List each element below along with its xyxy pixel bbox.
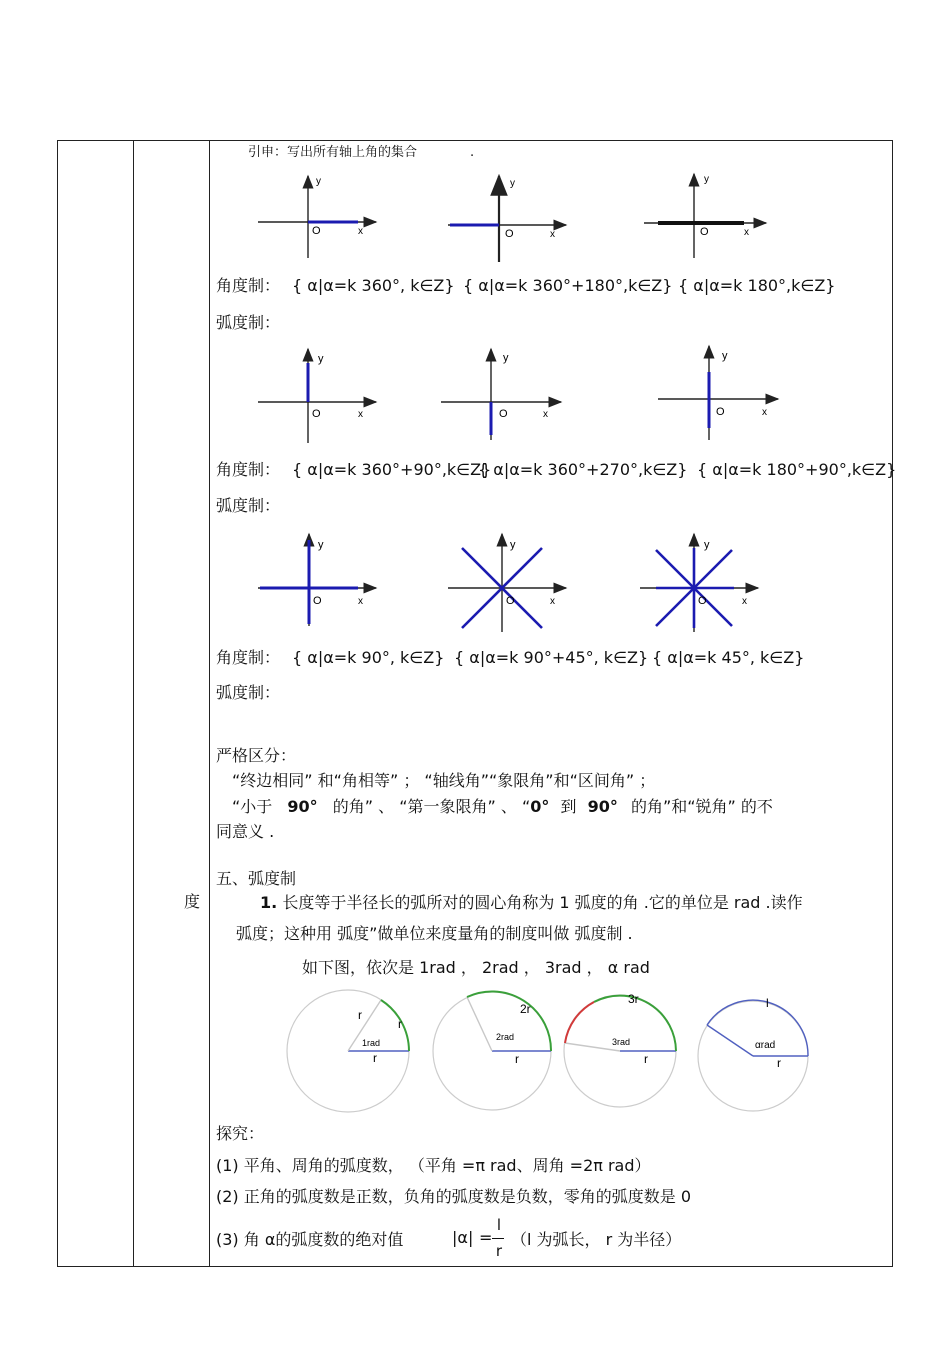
explore-title: 探究：	[216, 1124, 265, 1143]
fraction-numerator: l	[496, 1216, 502, 1234]
explore-item-2: (2) 正角的弧度数是正数，负角的弧度数是负数，零角的弧度数是 0	[216, 1187, 692, 1206]
svg-text:x: x	[550, 596, 555, 607]
svg-text:y: y	[704, 174, 709, 185]
svg-text:x: x	[744, 227, 749, 238]
circle-alpha-rad	[698, 996, 808, 1111]
radian-circles-figure	[282, 985, 822, 1115]
circle-2rad	[433, 991, 551, 1110]
svg-text:αrad: αrad	[755, 1040, 776, 1051]
row1-set-3: { α|α=k 180°,k∈Z}	[678, 276, 836, 295]
svg-text:x: x	[742, 596, 747, 607]
svg-text:x: x	[358, 596, 363, 607]
row2-degree-label: 角度制：	[216, 460, 281, 479]
row3-set-1: { α|α=k 90°, k∈Z}	[292, 648, 445, 667]
distinguish-line-2: “小于 90° 的角” 、 “第一象限角” 、 “0° 到 90° 的角”和“锐角” 的不	[232, 797, 773, 816]
fraction-bar	[492, 1238, 504, 1239]
svg-text:y: y	[318, 353, 324, 365]
row3-set-2: { α|α=k 90°+45°, k∈Z}	[454, 648, 649, 667]
distinguish-line-1: “终边相同” 和“角相等” ； “轴线角”“象限角”和“区间角” ；	[232, 771, 656, 790]
axis-diagram-1b	[440, 170, 580, 265]
fraction-denominator: r	[495, 1242, 503, 1260]
svg-text:x: x	[550, 229, 555, 240]
axis-diagram-2b	[435, 345, 575, 445]
origin-label: O	[312, 225, 321, 237]
y-label: y	[316, 176, 321, 187]
svg-text:x: x	[762, 407, 767, 418]
svg-text:r: r	[515, 1052, 519, 1066]
abs-alpha: |α|	[452, 1228, 474, 1247]
distinguish-line-3: 同意义 .	[216, 822, 275, 841]
svg-text:1rad: 1rad	[362, 1038, 381, 1048]
row2-set-2: { α|α=k 360°+270°,k∈Z}	[478, 460, 688, 479]
svg-text:x: x	[543, 409, 548, 420]
svg-text:2r: 2r	[520, 1002, 531, 1016]
column-divider-1	[133, 141, 134, 1266]
svg-text:O: O	[698, 595, 707, 607]
svg-text:y: y	[722, 350, 728, 362]
row2-set-3: { α|α=k 180°+90°,k∈Z}	[697, 460, 897, 479]
svg-text:r: r	[373, 1051, 377, 1065]
x-label: x	[358, 226, 363, 237]
axis-diagram-3a	[250, 530, 390, 630]
section-title: 五、弧度制	[216, 869, 297, 888]
column-divider-2	[209, 141, 210, 1266]
figure-caption: 如下图，依次是 1rad ， 2rad ， 3rad ， α rad	[302, 958, 650, 977]
axis-diagram-3b	[440, 530, 580, 635]
svg-text:3rad: 3rad	[612, 1037, 631, 1047]
svg-text:O: O	[716, 406, 725, 418]
section-paragraph-1: 1. 长度等于半径长的弧所对的圆心角称为 1 弧度的角 .它的单位是 rad .读作	[260, 893, 803, 912]
intro-text: 引申：写出所有轴上角的集合	[248, 145, 418, 160]
row1-set-2: { α|α=k 360°+180°,k∈Z}	[463, 276, 673, 295]
distinguish-title: 严格区分：	[216, 746, 297, 765]
svg-text:O: O	[505, 228, 514, 240]
row1-set-1: { α|α=k 360°, k∈Z}	[292, 276, 455, 295]
intro-period: .	[470, 145, 475, 160]
svg-text:x: x	[358, 409, 363, 420]
row1-radian-label: 弧度制：	[216, 313, 281, 332]
explore-item-1: (1) 平角、周角的弧度数， （平角 =π rad、周角 =2π rad）	[216, 1156, 651, 1175]
axis-diagram-3c	[632, 530, 772, 635]
svg-text:y: y	[510, 539, 516, 551]
svg-text:y: y	[510, 178, 515, 189]
axis-diagram-1a	[250, 170, 390, 260]
svg-text:l: l	[766, 996, 769, 1010]
explore-item-3-note: （l 为弧长， r 为半径）	[511, 1230, 682, 1249]
svg-text:O: O	[700, 226, 709, 238]
row3-set-3: { α|α=k 45°, k∈Z}	[652, 648, 805, 667]
svg-text:3r: 3r	[628, 992, 639, 1006]
svg-text:y: y	[503, 352, 509, 364]
svg-text:r: r	[398, 1017, 402, 1031]
svg-text:r: r	[358, 1008, 362, 1022]
row2-set-1: { α|α=k 360°+90°,k∈Z}	[292, 460, 492, 479]
section-paragraph-2: 弧度；这种用 弧度”做单位来度量角的制度叫做 弧度制 .	[236, 924, 633, 943]
svg-text:2rad: 2rad	[496, 1032, 515, 1042]
svg-text:r: r	[644, 1052, 648, 1066]
circle-1rad	[287, 990, 409, 1112]
svg-text:O: O	[499, 408, 508, 420]
row3-radian-label: 弧度制：	[216, 683, 281, 702]
explore-item-3: (3) 角 α的弧度数的绝对值	[216, 1230, 404, 1249]
svg-text:O: O	[313, 595, 322, 607]
axis-diagram-2a	[250, 345, 390, 445]
circle-3rad	[564, 992, 676, 1107]
row1-degree-label: 角度制：	[216, 276, 281, 295]
left-cell-text: 度	[184, 892, 201, 911]
row3-degree-label: 角度制：	[216, 648, 281, 667]
axis-diagram-2c	[652, 342, 792, 442]
equals-sign: =	[479, 1228, 493, 1247]
svg-text:O: O	[312, 408, 321, 420]
axis-diagram-1c	[640, 170, 780, 260]
svg-text:r: r	[777, 1056, 781, 1070]
svg-text:O: O	[506, 595, 515, 607]
svg-text:y: y	[318, 539, 324, 551]
svg-text:y: y	[704, 539, 710, 551]
row2-radian-label: 弧度制：	[216, 496, 281, 515]
